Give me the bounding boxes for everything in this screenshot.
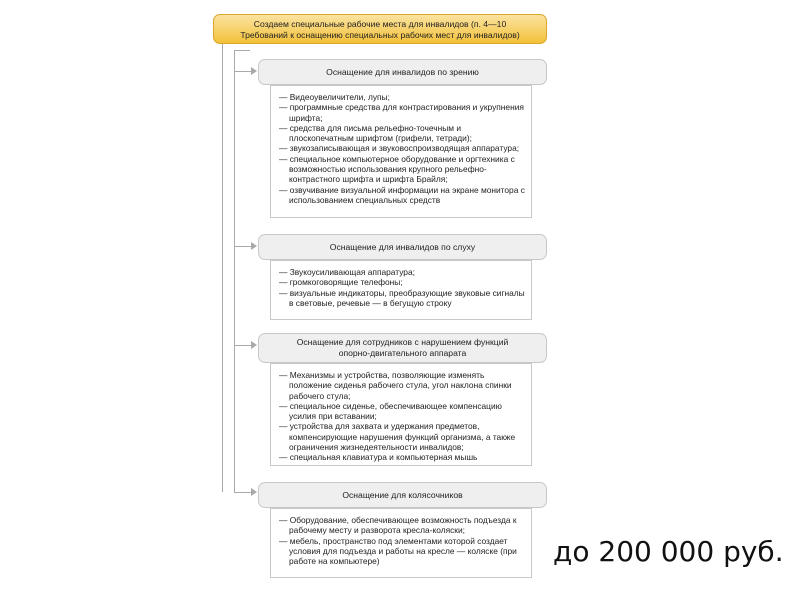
arrow-2 (251, 242, 257, 250)
section-header-musculoskeletal (258, 333, 547, 363)
arrow-4 (251, 488, 257, 496)
list-item: — программные средства для контрастирования и укрупнения шрифта; (279, 102, 524, 123)
connector-branch-1 (234, 71, 252, 72)
section-header-wheelchair (258, 482, 547, 508)
list-item: — Механизмы и устройства, позволяющие изменять положение сиденья рабочего стула, угол наклона спинки рабочего стула; (279, 370, 512, 401)
section-header-vision (258, 59, 547, 85)
list-item: — специальное сиденье, обеспечивающее компенсацию усилия при вставании; (279, 400, 502, 422)
connector-branch-2 (234, 246, 252, 247)
section-title-musculoskeletal-1: Оснащение для сотрудников с нарушением функций (296, 337, 509, 347)
list-item: — устройства для захвата и удержания предметов, компенсирующие нарушения функций организма, а также ограничения жизнедеятельности инвалидов; (279, 421, 516, 453)
arrow-3 (251, 341, 257, 349)
connector-branch-3 (234, 345, 252, 346)
section-content-vision (270, 85, 532, 218)
arrow-1 (251, 67, 257, 75)
section-title-wheelchair: Оснащение для колясочников (342, 489, 463, 500)
connector-trunk-inner (234, 50, 235, 492)
list-item: — громкоговорящие телефоны; (279, 277, 403, 288)
top-line-2: Требований к оснащению специальных рабочих мест для инвалидов) (240, 30, 520, 40)
price-label: до 200 000 руб. (553, 535, 784, 568)
list-item: — звукозаписывающая и звуковоспроизводящая аппаратура; (279, 143, 520, 154)
connector-top-link (234, 50, 250, 51)
list-item: — мебель, пространство под элементами которой создает условия для подъезда и работы на кресле — коляске (при работе на компьютере) (279, 535, 517, 567)
section-header-hearing (258, 234, 547, 260)
section-content-musculoskeletal (270, 363, 532, 466)
section-title-vision: Оснащение для инвалидов по зрению (326, 66, 479, 77)
list-item: — специальное компьютерное оборудование и оргтехника с возможностью использования крупного рельефно-контрастного шрифта и шрифта Брайля; (279, 153, 515, 185)
list-item: — Оборудование, обеспечивающее возможность подъезда к рабочему месту и разворота кресла-коляски; (279, 515, 517, 536)
section-content-hearing (270, 260, 532, 320)
top-line-1: Создаем специальные рабочие места для инвалидов (п. 4—10 (253, 19, 507, 29)
section-title-musculoskeletal-2: опорно-двигательного аппарата (338, 348, 467, 358)
connector-trunk (222, 44, 223, 492)
list-item: — озвучивание визуальной информации на экране монитора с использованием специальных средств (279, 184, 525, 205)
section-title-hearing: Оснащение для инвалидов по слуху (329, 241, 476, 252)
list-item: — визуальные индикаторы, преобразующие звуковые сигналы в световые, речевые — в бегущую строку (279, 287, 525, 308)
top-box (213, 14, 547, 44)
list-item: — Видеоувеличители, лупы; (279, 92, 390, 102)
section-content-wheelchair (270, 508, 532, 578)
list-item: — Звукоусиливающая аппаратура; (279, 267, 415, 277)
list-item: — средства для письма рельефно-точечным и плоскопечатным шрифтом (грифели, тетради); (279, 122, 472, 144)
list-item: — специальная клавиатура и компьютерная мышь (279, 452, 478, 463)
connector-branch-4 (234, 492, 252, 493)
